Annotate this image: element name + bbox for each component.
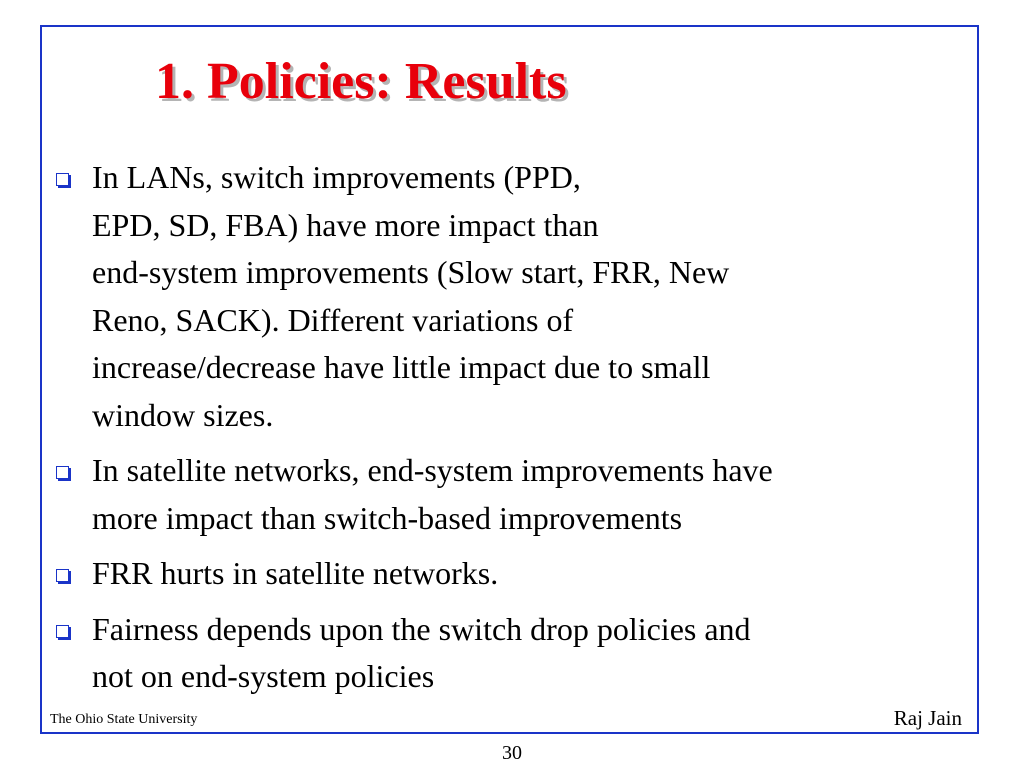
square-bullet-icon — [56, 173, 69, 186]
bullet-item — [55, 550, 955, 598]
footer-author: Raj Jain — [893, 706, 962, 730]
bullet-line: more impact than switch-based improvements — [92, 499, 683, 536]
footer-institution: The Ohio State University — [50, 712, 198, 727]
bullet-line: Reno, SACK). Different variations of — [92, 301, 574, 338]
bullet-line: Fairness depends upon the switch drop policies and — [92, 610, 751, 647]
square-bullet-icon — [56, 625, 69, 638]
bullet-line: window sizes. — [92, 396, 274, 433]
bullet-item — [55, 447, 955, 542]
bullet-line: In LANs, switch improvements (PPD, — [92, 159, 581, 195]
bullet-line: EPD, SD, FBA) have more impact than — [92, 206, 599, 243]
square-bullet-icon — [56, 569, 69, 582]
page-number: 30 — [502, 742, 522, 764]
bullet-item — [55, 606, 955, 701]
bullet-line: end-system improvements (Slow start, FRR, New — [92, 254, 730, 290]
bullet-line: FRR hurts in satellite networks. — [92, 555, 499, 591]
slide-title: 1. Policies: Results — [155, 53, 567, 110]
bullet-line: In satellite networks, end-system improvements have — [92, 452, 773, 488]
bullet-list — [55, 154, 955, 709]
bullet-item — [55, 154, 955, 439]
bullet-line: increase/decrease have little impact due to small — [92, 349, 711, 385]
bullet-line: not on end-system policies — [92, 658, 435, 694]
square-bullet-icon — [56, 466, 69, 479]
